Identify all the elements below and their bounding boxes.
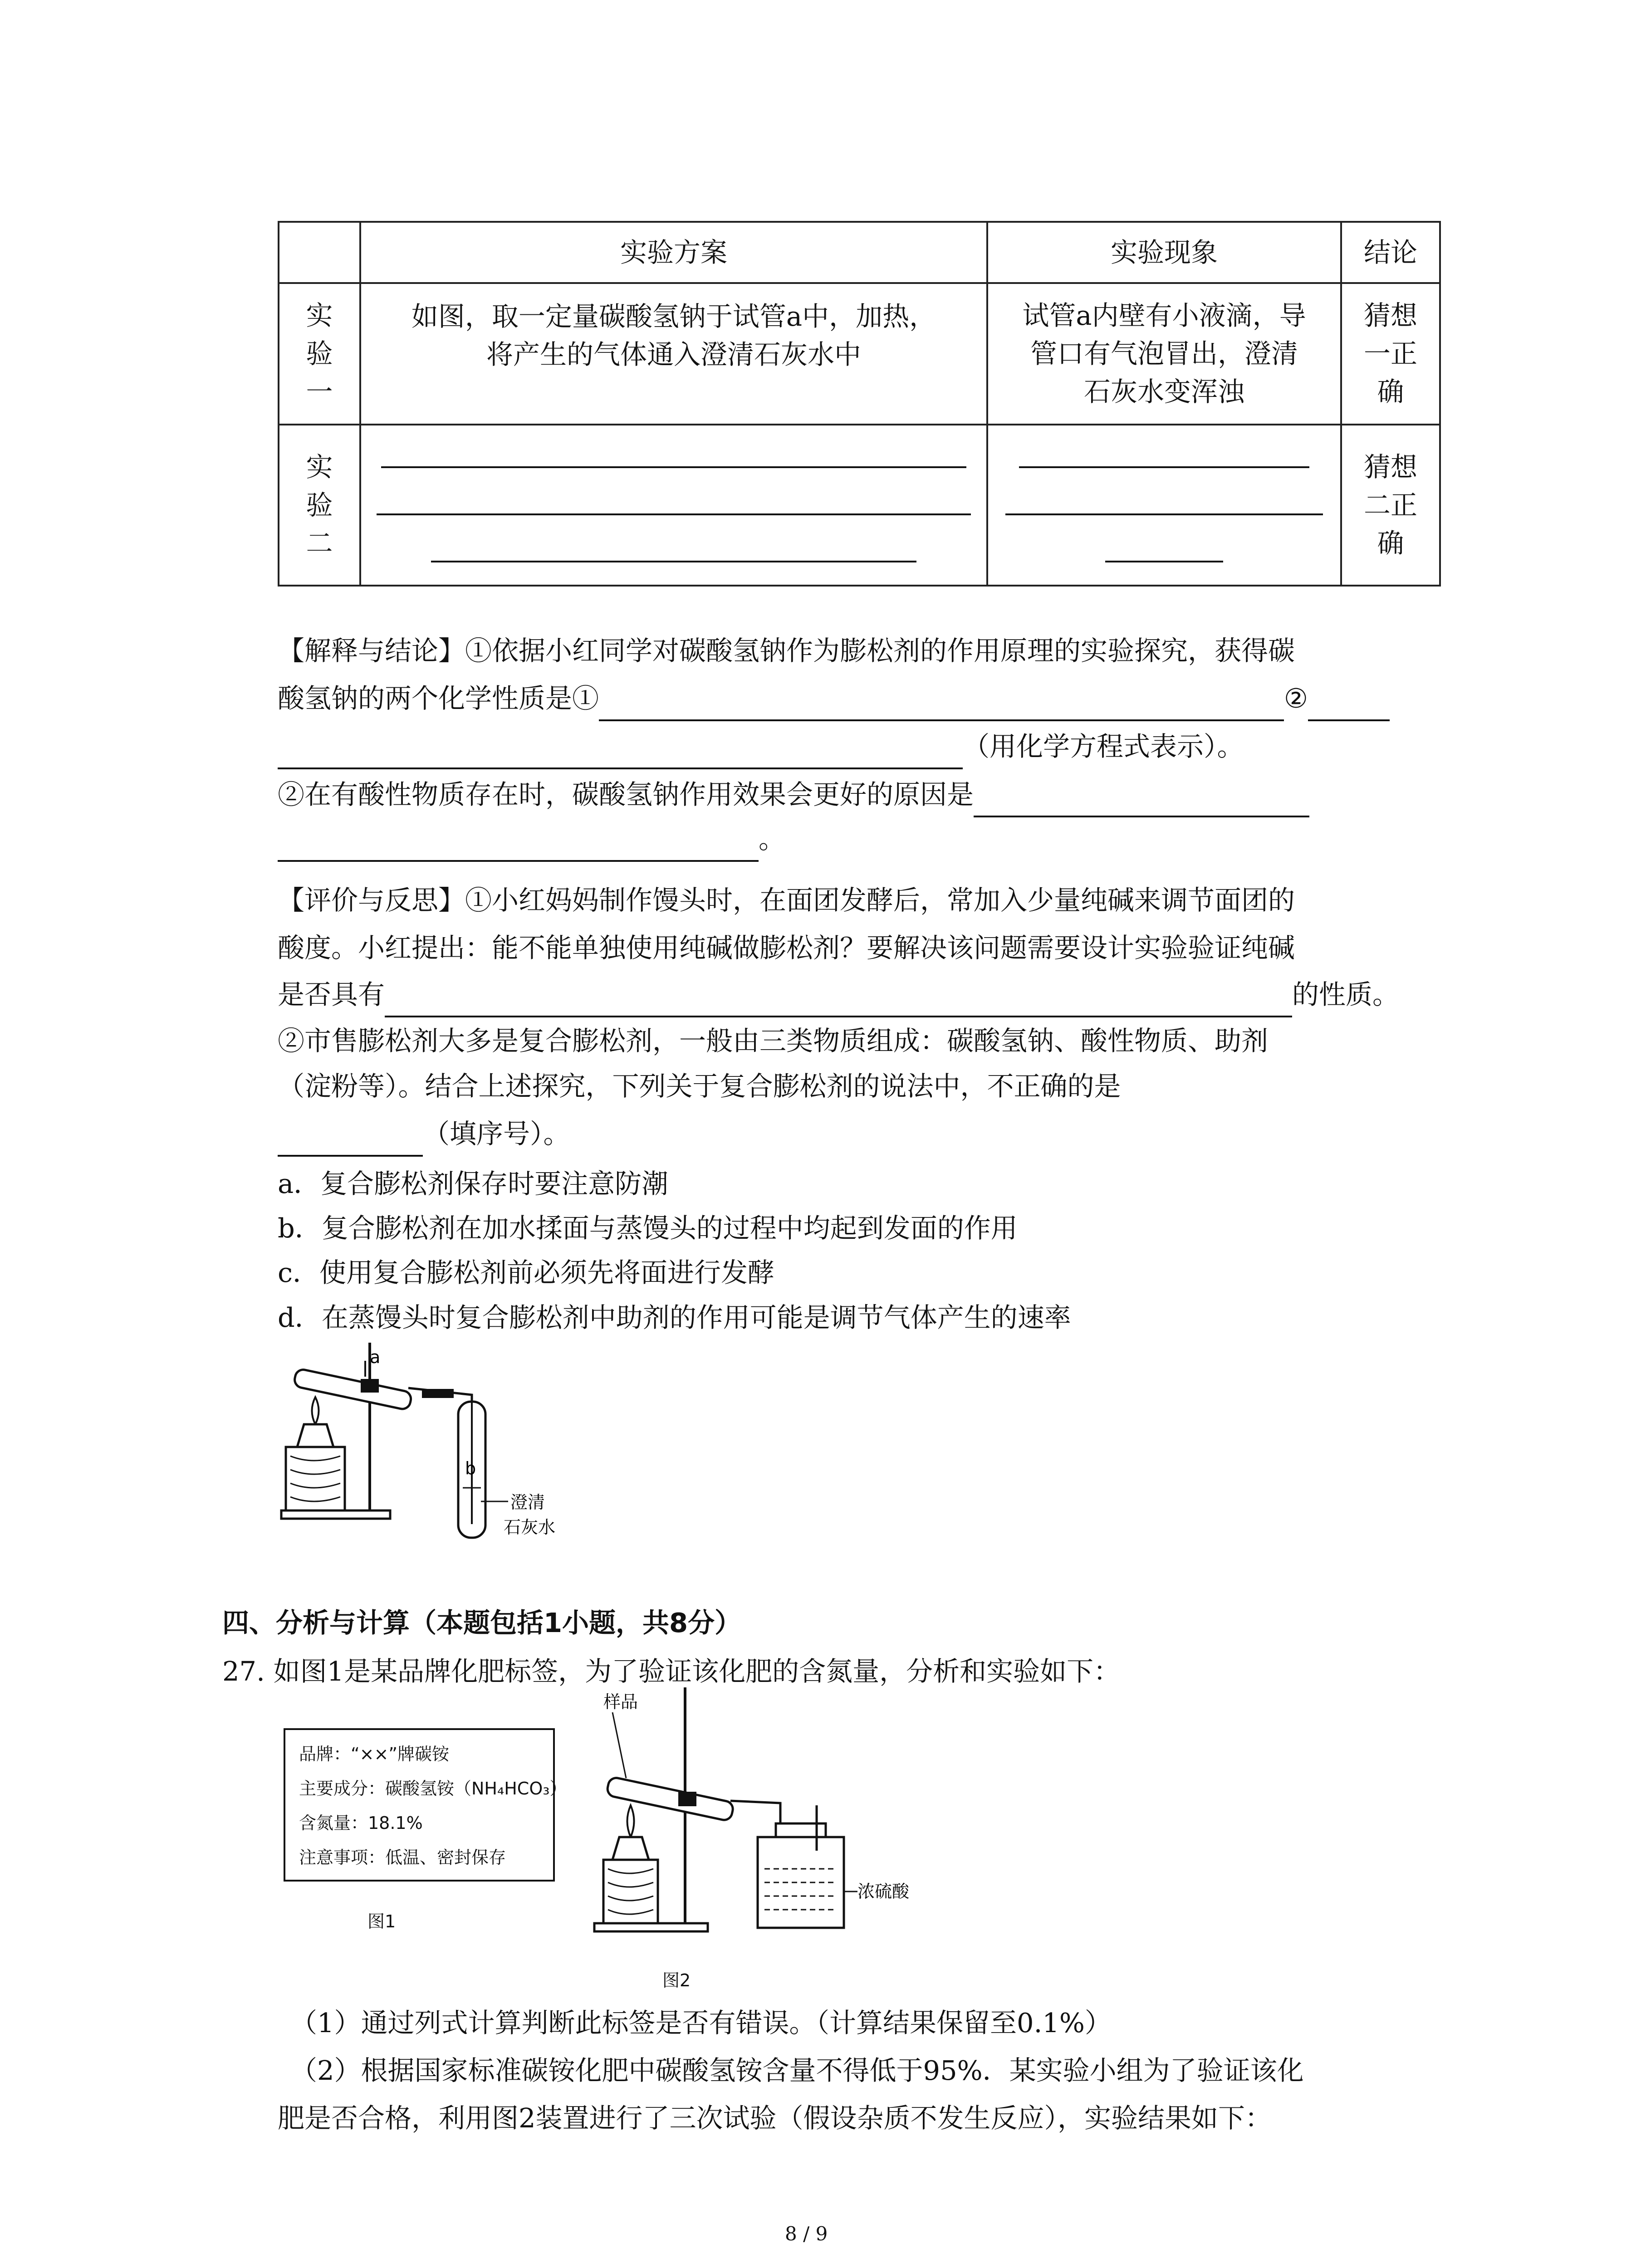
row-label: 实 验 一 [279, 283, 360, 425]
question-27-part-2-line-2: 肥是否合格，利用图2装置进行了三次试验（假设杂质不发生反应），实验结果如下： [278, 2102, 1272, 2134]
plan-cell: 如图，取一定量碳酸氢钠于试管a中，加热， 将产生的气体通入澄清石灰水中 [360, 283, 987, 425]
answer-blank-3[interactable] [278, 736, 963, 769]
option-a: a．复合膨松剂保存时要注意防潮 [278, 1168, 669, 1199]
answer-blank-2[interactable] [1308, 688, 1390, 721]
reflect-line-6: （填序号）。 [278, 1111, 570, 1157]
heating-apparatus-figure [272, 1343, 590, 1542]
reflect-line-3: 是否具有 的性质。 [278, 972, 1399, 1017]
option-c: c．使用复合膨松剂前必须先将面进行发酵 [278, 1257, 775, 1288]
fertilizer-label-box [284, 1728, 567, 1882]
label-lime-1: 澄清 [510, 1492, 545, 1512]
label-brand: 品牌：“××”牌碳铵 [299, 1744, 450, 1764]
experiment-table [278, 221, 1441, 587]
table-header-plan: 实验方案 [360, 222, 987, 283]
question-27-part-2-line-1: （2）根据国家标准碳铵化肥中碳酸氢铵含量不得低于95%．某实验小组为了验证该化 [290, 2055, 1304, 2086]
sample-label: 样品 [603, 1692, 638, 1712]
explain-line-2: 酸氢钠的两个化学性质是① ② [278, 676, 1390, 721]
answer-blank-7[interactable] [278, 1123, 423, 1157]
label-composition: 主要成分：碳酸氢铵（NH₄HCO₃） [299, 1779, 567, 1799]
figure-2-caption: 图2 [662, 1970, 691, 1990]
label-a: a [370, 1347, 381, 1367]
reflect-line-1: 【评价与反思】①小红妈妈制作馒头时，在面团发酵后，常加入少量纯碱来调节面团的 [278, 885, 1295, 916]
page-number: 8 / 9 [785, 2223, 828, 2245]
question-27: 27. 如图1是某品牌化肥标签，为了验证该化肥的含氮量，分析和实验如下： [222, 1656, 1121, 1687]
row-label: 实 验 二 [279, 425, 360, 586]
label-nitrogen: 含氮量：18.1% [299, 1813, 423, 1833]
table-row [279, 425, 1440, 586]
reflect-line-4: ②市售膨松剂大多是复合膨松剂，一般由三类物质组成：碳酸氢钠、酸性物质、助剂 [278, 1025, 1269, 1056]
figure-2-apparatus [585, 1687, 910, 1969]
explain-line-4: ②在有酸性物质存在时，碳酸氢钠作用效果会更好的原因是 [278, 772, 1309, 817]
answer-blank-4[interactable] [974, 784, 1309, 817]
table-header-phenomenon: 实验现象 [987, 222, 1341, 283]
question-27-part-1: （1）通过列式计算判断此标签是否有错误。（计算结果保留至0.1%） [290, 2007, 1112, 2038]
figure-1-caption: 图1 [367, 1911, 396, 1931]
answer-blank-5[interactable] [278, 828, 759, 862]
table-row [279, 283, 1440, 425]
conclusion-cell: 猜想 二正 确 [1341, 425, 1440, 586]
answer-blank-1[interactable] [599, 688, 1284, 721]
conclusion-cell: 猜想 一正 确 [1341, 283, 1440, 425]
section-heading: 四、分析与计算（本题包括1小题，共8分） [222, 1607, 742, 1638]
table-header-empty [279, 222, 360, 283]
label-lime-2: 石灰水 [504, 1517, 556, 1537]
phenomenon-answer-cell[interactable] [987, 425, 1341, 586]
plan-answer-cell[interactable] [360, 425, 987, 586]
answer-blank-6[interactable] [385, 984, 1292, 1017]
explain-line-3: （用化学方程式表示）。 [278, 724, 1244, 769]
explain-line-5: 。 [278, 816, 785, 862]
phenomenon-cell: 试管a内壁有小液滴，导 管口有气泡冒出，澄清 石灰水变浑浊 [987, 283, 1341, 425]
reflect-line-2: 酸度。小红提出：能不能单独使用纯碱做膨松剂？要解决该问题需要设计实验验证纯碱 [278, 932, 1295, 963]
reflect-line-5: （淀粉等）。结合上述探究，下列关于复合膨松剂的说法中，不正确的是 [278, 1070, 1121, 1102]
table-header-conclusion: 结论 [1341, 222, 1440, 283]
option-b: b．复合膨松剂在加水揉面与蒸馒头的过程中均起到发面的作用 [278, 1212, 1018, 1244]
label-notes: 注意事项：低温、密封保存 [299, 1848, 506, 1867]
option-d: d．在蒸馒头时复合膨松剂中助剂的作用可能是调节气体产生的速率 [278, 1302, 1071, 1333]
acid-label: 浓硫酸 [857, 1882, 910, 1901]
explain-line-1: 【解释与结论】①依据小红同学对碳酸氢钠作为膨松剂的作用原理的实验探究，获得碳 [278, 635, 1295, 666]
label-b: b [465, 1458, 476, 1478]
